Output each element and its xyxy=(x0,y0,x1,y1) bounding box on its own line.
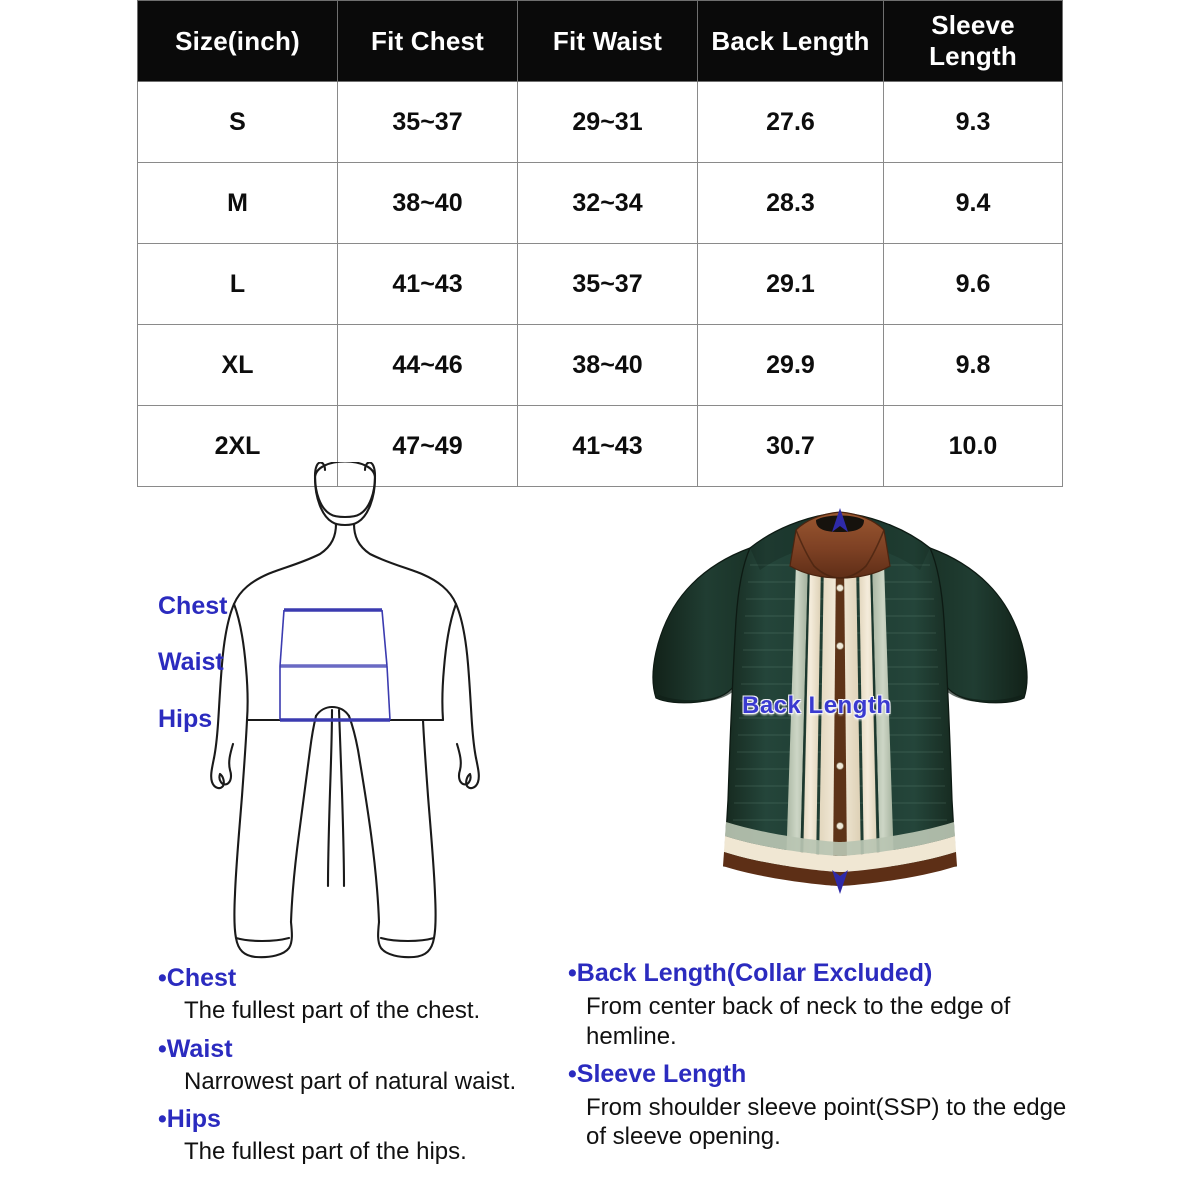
bullet-icon: • xyxy=(568,959,577,987)
desc-term-chest xyxy=(158,965,578,991)
desc-term-sleeve-length xyxy=(568,1061,1088,1087)
table-row xyxy=(138,244,1063,325)
cell-fit-chest: 35~37 xyxy=(338,82,518,163)
cell-back-length: 28.3 xyxy=(698,163,884,244)
desc-definition-waist: Narrowest part of natural waist. xyxy=(184,1067,517,1095)
desc-definition-sleeve-length: From shoulder sleeve point(SSP) to the edge of sleeve opening. xyxy=(586,1094,1067,1151)
desc-definition-back-length: From center back of neck to the edge of hemline. xyxy=(586,993,1011,1050)
cell-fit-waist: 38~40 xyxy=(518,325,698,406)
cell-size: M xyxy=(138,163,338,244)
column-header-size: Size(inch) xyxy=(138,1,338,82)
bullet-icon: • xyxy=(158,1105,167,1134)
cell-back-length: 30.7 xyxy=(698,406,884,487)
waist-box-right-edge xyxy=(387,666,390,720)
body-measurement-descriptions xyxy=(158,965,578,1177)
cell-size: 2XL xyxy=(138,406,338,487)
cell-fit-chest: 41~43 xyxy=(338,244,518,325)
back-length-overlay-label: Back Length xyxy=(742,692,892,719)
column-header-fit-chest: Fit Chest xyxy=(338,1,518,82)
table-row xyxy=(138,325,1063,406)
desc-term-label: Sleeve Length xyxy=(576,1059,747,1088)
cell-size: S xyxy=(138,82,338,163)
desc-definition-chest: The fullest part of the chest. xyxy=(184,997,481,1025)
cell-sleeve-length: 9.3 xyxy=(884,82,1063,163)
cell-size: XL xyxy=(138,325,338,406)
bullet-icon: • xyxy=(158,1034,167,1063)
cell-fit-waist: 41~43 xyxy=(518,406,698,487)
desc-term-label: Back Length(Collar Excluded) xyxy=(576,959,933,987)
desc-term-label: Chest xyxy=(166,964,237,992)
garment-measurement-diagram xyxy=(600,470,1080,970)
hips-label: Hips xyxy=(158,705,213,733)
desc-term-hips xyxy=(158,1106,578,1132)
cell-sleeve-length: 9.8 xyxy=(884,325,1063,406)
cell-sleeve-length: 10.0 xyxy=(884,406,1063,487)
chest-box-right-edge xyxy=(382,610,387,666)
column-header-fit-waist: Fit Waist xyxy=(518,1,698,82)
table-row xyxy=(138,82,1063,163)
cell-back-length: 29.9 xyxy=(698,325,884,406)
desc-term-back-length xyxy=(568,960,1088,986)
cell-fit-chest: 47~49 xyxy=(338,406,518,487)
cell-fit-chest: 44~46 xyxy=(338,325,518,406)
cell-fit-waist: 29~31 xyxy=(518,82,698,163)
cell-size: L xyxy=(138,244,338,325)
desc-definition-hips: The fullest part of the hips. xyxy=(184,1138,467,1166)
chest-label: Chest xyxy=(158,592,228,620)
cell-sleeve-length: 9.4 xyxy=(884,163,1063,244)
table-header-row xyxy=(138,1,1063,82)
desc-term-label: Waist xyxy=(166,1034,233,1063)
bullet-icon: • xyxy=(158,964,167,992)
cell-sleeve-length: 9.6 xyxy=(884,244,1063,325)
size-chart-table-container xyxy=(137,0,1062,487)
table-row xyxy=(138,163,1063,244)
bullet-icon: • xyxy=(568,1059,577,1088)
cell-fit-chest: 38~40 xyxy=(338,163,518,244)
chest-box-left-edge xyxy=(280,610,284,666)
desc-term-label: Hips xyxy=(166,1105,221,1134)
desc-term-waist xyxy=(158,1036,578,1062)
cell-back-length: 27.6 xyxy=(698,82,884,163)
size-chart-table xyxy=(137,0,1063,487)
column-header-back-length: Back Length xyxy=(698,1,884,82)
cell-fit-waist: 32~34 xyxy=(518,163,698,244)
cell-fit-waist: 35~37 xyxy=(518,244,698,325)
garment-measurement-descriptions xyxy=(568,960,1088,1162)
column-header-sleeve-length: Sleeve Length xyxy=(884,1,1063,82)
waist-label: Waist xyxy=(158,648,224,676)
cell-back-length: 29.1 xyxy=(698,244,884,325)
body-measurement-diagram xyxy=(140,462,560,972)
